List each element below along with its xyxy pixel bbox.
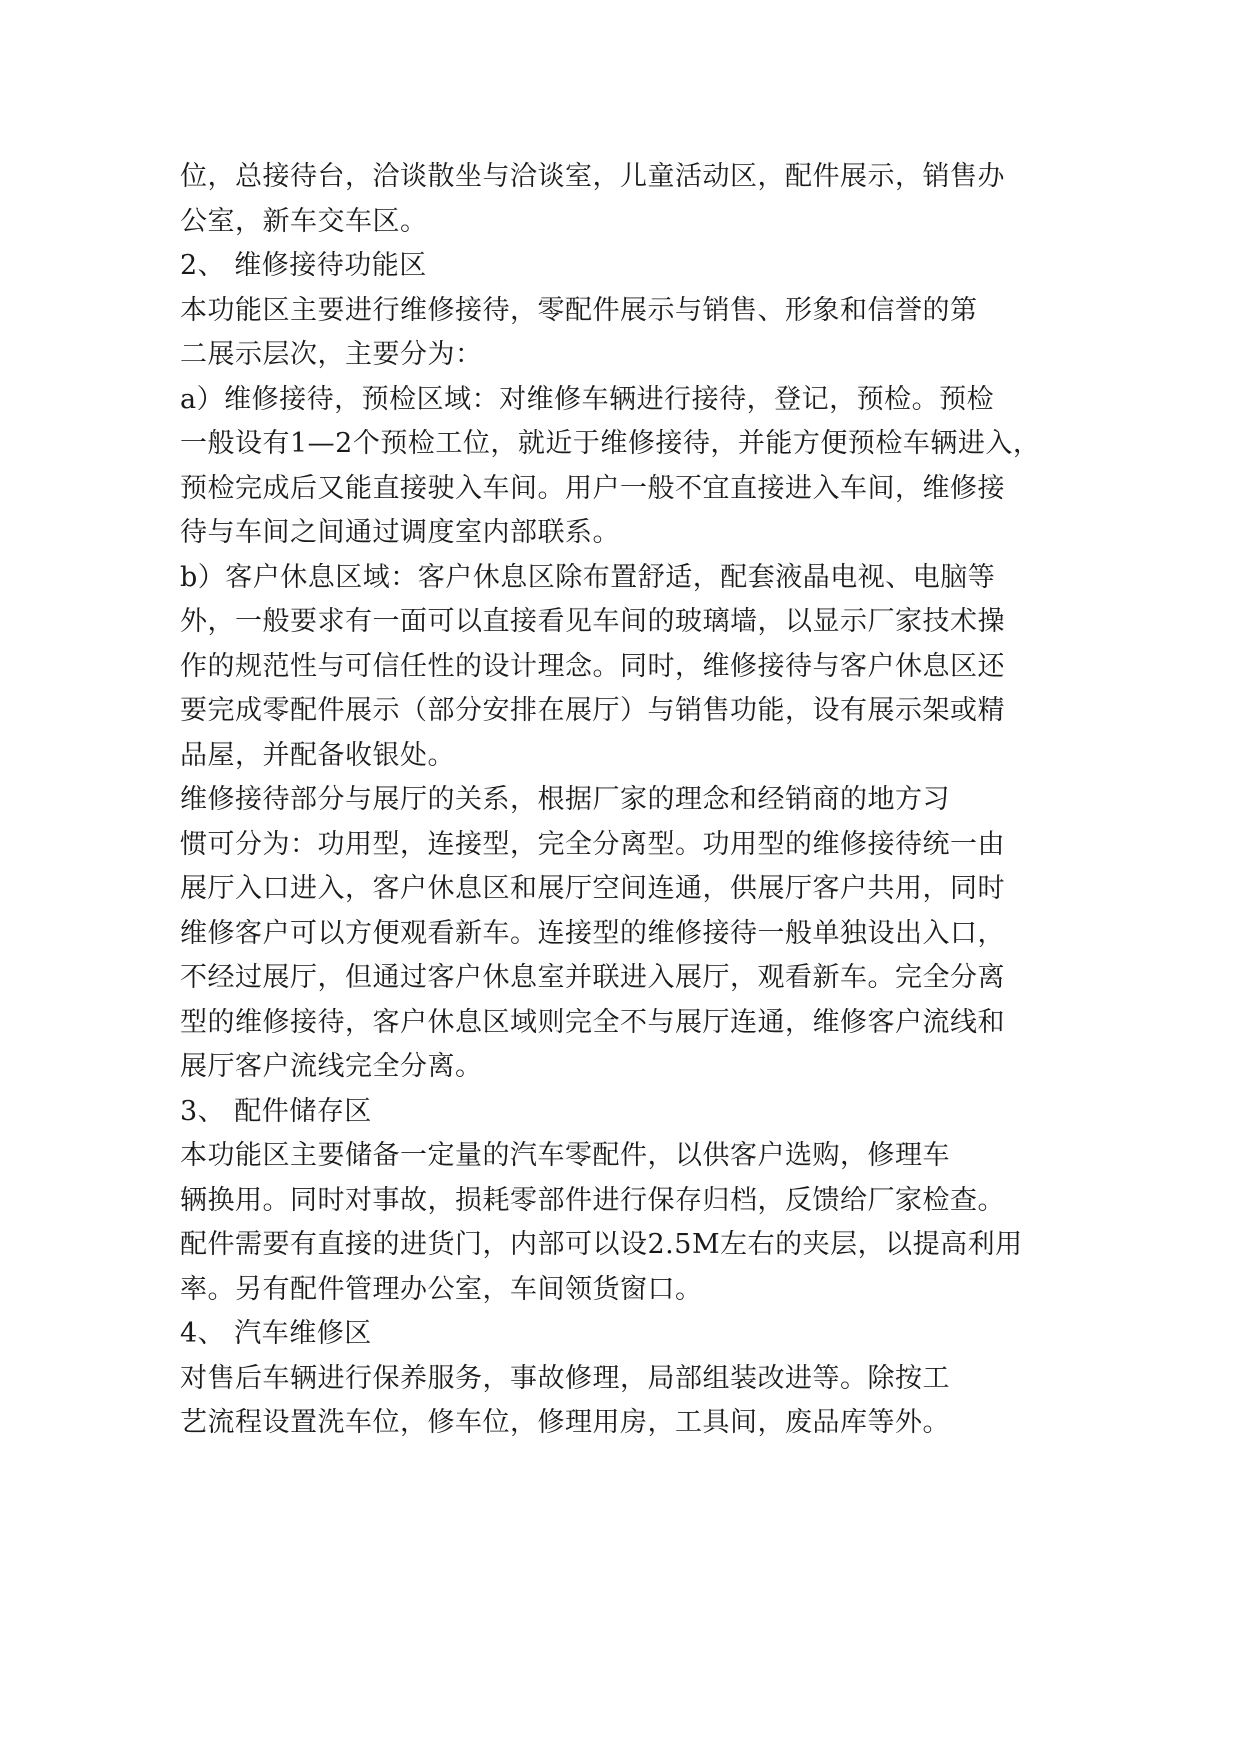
section-heading: 3、 配件储存区 (180, 1096, 372, 1127)
text-line: 维修接待部分与展厅的关系，根据厂家的理念和经销商的地方习 (180, 784, 950, 815)
text-line: 本功能区主要进行维修接待，零配件展示与销售、形象和信誉的第 (180, 295, 978, 326)
text-line: 对售后车辆进行保养服务，事故修理，局部组装改进等。除按工 (180, 1363, 950, 1394)
text-line: 配件需要有直接的进货门，内部可以设2.5M左右的夹层，以提高利用 (180, 1229, 1023, 1260)
text-line: 惯可分为：功用型，连接型，完全分离型。功用型的维修接待统一由 (180, 829, 1005, 860)
text-line: 公室，新车交车区。 (180, 206, 428, 237)
text-line: 型的维修接待，客户休息区域则完全不与展厅连通，维修客户流线和 (180, 1007, 1005, 1038)
text-line: 率。另有配件管理办公室，车间领货窗口。 (180, 1274, 703, 1305)
text-line: a）维修接待，预检区域：对维修车辆进行接待，登记，预检。预检 (180, 384, 995, 415)
text-line: 辆换用。同时对事故，损耗零部件进行保存归档，反馈给厂家检查。 (180, 1185, 1005, 1216)
text-line: b）客户休息区域：客户休息区除布置舒适，配套液晶电视、电脑等 (180, 562, 996, 593)
text-line: 展厅入口进入，客户休息区和展厅空间连通，供展厅客户共用，同时 (180, 873, 1005, 904)
text-line: 位，总接待台，洽谈散坐与洽谈室，儿童活动区，配件展示，销售办 (180, 161, 1005, 192)
text-line: 艺流程设置洗车位，修车位，修理用房，工具间，废品库等外。 (180, 1407, 950, 1438)
text-line: 一般设有1—2个预检工位，就近于维修接待，并能方便预检车辆进入， (180, 428, 1041, 459)
text-line: 作的规范性与可信任性的设计理念。同时，维修接待与客户休息区还 (180, 651, 1005, 682)
text-line: 展厅客户流线完全分离。 (180, 1051, 483, 1082)
text-line: 外，一般要求有一面可以直接看见车间的玻璃墙，以显示厂家技术操 (180, 606, 1005, 637)
section-heading: 4、 汽车维修区 (180, 1318, 372, 1349)
text-line: 维修客户可以方便观看新车。连接型的维修接待一般单独设出入口， (180, 918, 1005, 949)
text-line: 品屋，并配备收银处。 (180, 740, 455, 771)
text-line: 待与车间之间通过调度室内部联系。 (180, 517, 620, 548)
text-line: 要完成零配件展示（部分安排在展厅）与销售功能，设有展示架或精 (180, 695, 1005, 726)
text-line: 本功能区主要储备一定量的汽车零配件，以供客户选购，修理车 (180, 1140, 950, 1171)
section-heading: 2、 维修接待功能区 (180, 250, 427, 281)
text-line: 不经过展厅，但通过客户休息室并联进入展厅，观看新车。完全分离 (180, 962, 1005, 993)
text-line: 预检完成后又能直接驶入车间。用户一般不宜直接进入车间，维修接 (180, 473, 1005, 504)
text-line: 二展示层次，主要分为： (180, 339, 483, 370)
